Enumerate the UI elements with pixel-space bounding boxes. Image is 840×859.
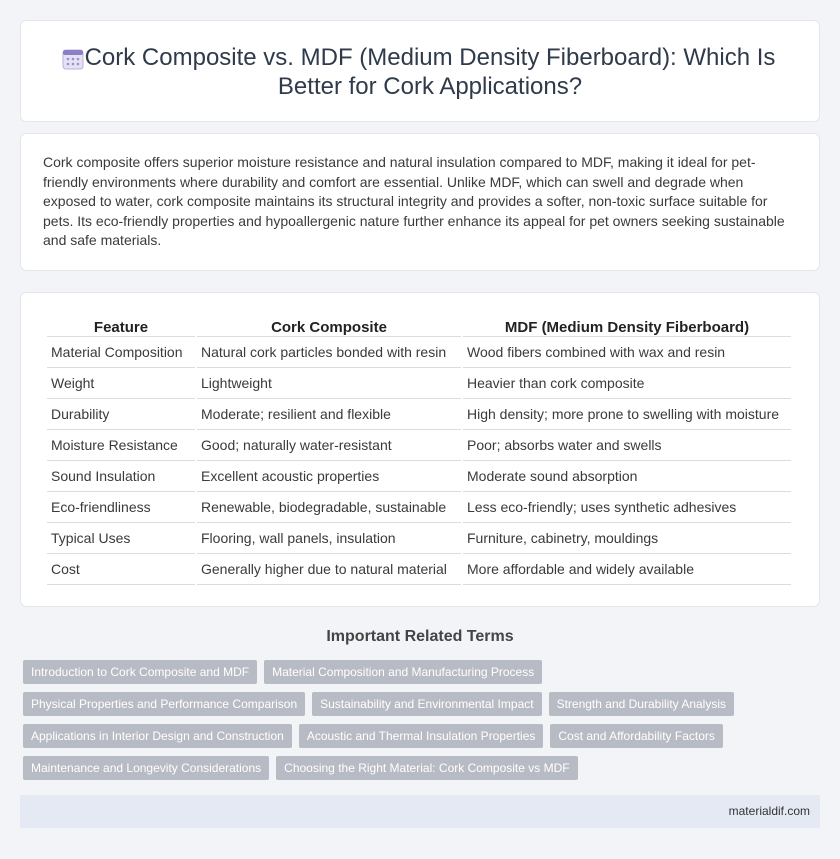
cell-feature: Sound Insulation	[47, 461, 195, 492]
cell-mdf: High density; more prone to swelling with moisture	[463, 399, 791, 430]
table-row	[47, 523, 791, 554]
cell-mdf: Furniture, cabinetry, mouldings	[463, 523, 791, 554]
cell-feature: Eco-friendliness	[47, 492, 195, 523]
related-term-tag[interactable]: Choosing the Right Material: Cork Composite vs MDF	[276, 756, 577, 780]
table-row	[47, 337, 791, 368]
cell-mdf: Poor; absorbs water and swells	[463, 430, 791, 461]
cell-cork: Natural cork particles bonded with resin	[197, 337, 461, 368]
header-feature: Feature	[47, 314, 195, 337]
related-term-tag[interactable]: Acoustic and Thermal Insulation Properties	[299, 724, 544, 748]
related-term-tag[interactable]: Introduction to Cork Composite and MDF	[23, 660, 257, 684]
title-row	[61, 43, 779, 101]
tag-row	[23, 692, 813, 716]
summary-text: Cork composite offers superior moisture resistance and natural insulation compared to MDF, making it ideal for pet-friendly environments where durability and comfort are essential. Unlike MDF, which can swell and degrade when exposed to water, cork composite maintains its structural integrity and provides a softer, non-toxic surface suitable for pets. Its eco-friendly properties and hypoallergenic nature further enhance its appeal for pet owners seeking sustainable and safe materials.	[43, 154, 785, 248]
footer-site-link[interactable]: materialdif.com	[728, 804, 810, 818]
related-term-tag[interactable]: Sustainability and Environmental Impact	[312, 692, 541, 716]
cell-feature: Typical Uses	[47, 523, 195, 554]
cell-mdf: Wood fibers combined with wax and resin	[463, 337, 791, 368]
cell-cork: Generally higher due to natural material	[197, 554, 461, 585]
cell-mdf: Heavier than cork composite	[463, 368, 791, 399]
tag-row	[23, 724, 813, 748]
table-row	[47, 461, 791, 492]
table-row	[47, 399, 791, 430]
cell-mdf: Less eco-friendly; uses synthetic adhesives	[463, 492, 791, 523]
footer	[20, 795, 820, 828]
tag-row	[23, 660, 813, 684]
cell-cork: Lightweight	[197, 368, 461, 399]
tag-row	[23, 756, 813, 780]
table-header-row	[47, 314, 791, 337]
related-terms-title: Important Related Terms	[326, 628, 514, 645]
calendar-grid-icon	[61, 47, 85, 71]
cell-mdf: More affordable and widely available	[463, 554, 791, 585]
table-row	[47, 368, 791, 399]
table-row	[47, 430, 791, 461]
cell-cork: Flooring, wall panels, insulation	[197, 523, 461, 554]
cell-mdf: Moderate sound absorption	[463, 461, 791, 492]
cell-feature: Cost	[47, 554, 195, 585]
cell-feature: Material Composition	[47, 337, 195, 368]
cell-cork: Good; naturally water-resistant	[197, 430, 461, 461]
table-row	[47, 554, 791, 585]
related-term-tag[interactable]: Applications in Interior Design and Construction	[23, 724, 292, 748]
page-title: Cork Composite vs. MDF (Medium Density Fiberboard): Which Is Better for Cork Applications?	[84, 44, 776, 100]
related-term-tag[interactable]: Cost and Affordability Factors	[550, 724, 723, 748]
related-term-tag[interactable]: Strength and Durability Analysis	[549, 692, 734, 716]
related-term-tag[interactable]: Maintenance and Longevity Considerations	[23, 756, 269, 780]
header-mdf: MDF (Medium Density Fiberboard)	[463, 314, 791, 337]
related-term-tag[interactable]: Physical Properties and Performance Comparison	[23, 692, 305, 716]
cell-cork: Excellent acoustic properties	[197, 461, 461, 492]
table-row	[47, 492, 791, 523]
related-term-tag[interactable]: Material Composition and Manufacturing Process	[264, 660, 542, 684]
summary-card	[20, 133, 820, 271]
comparison-table	[45, 314, 793, 585]
header-cork-composite: Cork Composite	[197, 314, 461, 337]
related-terms	[23, 660, 813, 788]
cell-feature: Weight	[47, 368, 195, 399]
cell-feature: Durability	[47, 399, 195, 430]
comparison-table-card	[20, 292, 820, 607]
cell-cork: Moderate; resilient and flexible	[197, 399, 461, 430]
cell-cork: Renewable, biodegradable, sustainable	[197, 492, 461, 523]
cell-feature: Moisture Resistance	[47, 430, 195, 461]
title-card	[20, 20, 820, 122]
